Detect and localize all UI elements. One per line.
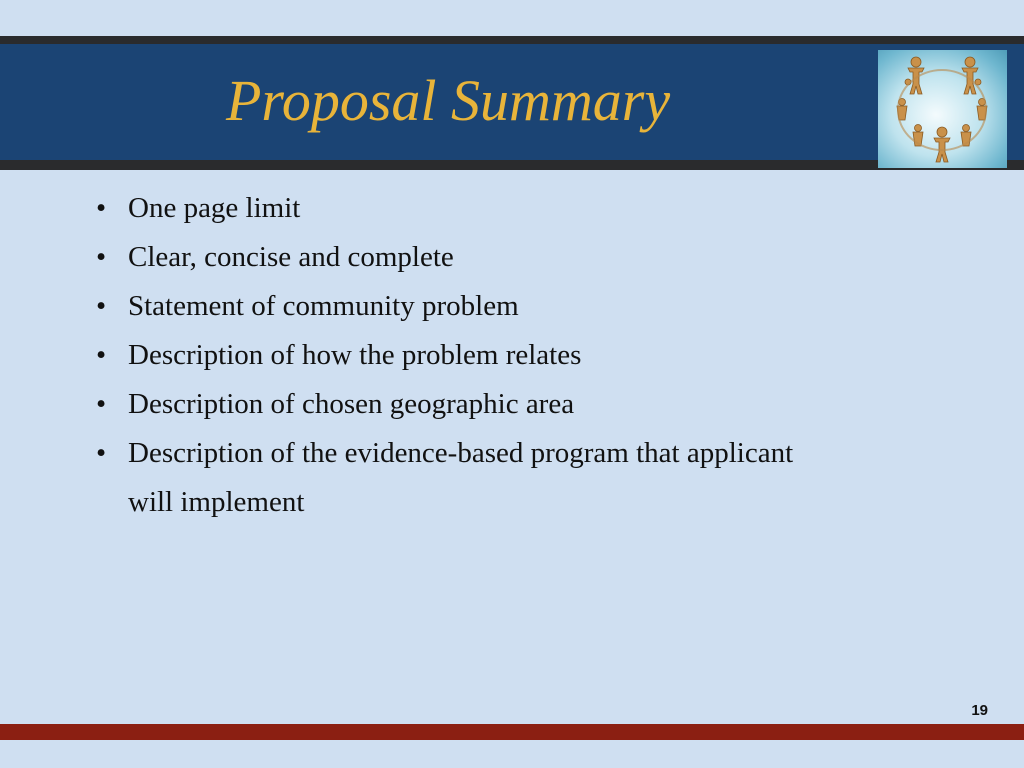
- bullet-text: Description of chosen geographic area: [128, 388, 575, 420]
- bullet-text: One page limit: [128, 192, 301, 224]
- paper-people-circle-icon: [878, 50, 1007, 168]
- page-number: 19: [971, 702, 988, 719]
- list-item: [96, 282, 816, 331]
- bullet-text: Statement of community problem: [128, 290, 519, 322]
- bullet-marker: •: [96, 290, 107, 322]
- bullet-list: [96, 184, 816, 527]
- bullet-marker: •: [96, 388, 107, 420]
- list-item: [96, 380, 816, 429]
- list-item: [96, 233, 816, 282]
- paper-people-graphic: [878, 50, 1007, 168]
- bullet-text: Description of how the problem relates: [128, 339, 582, 371]
- list-item: [96, 429, 816, 527]
- bullet-text: Clear, concise and complete: [128, 241, 454, 273]
- list-item: [96, 184, 816, 233]
- slide-title: Proposal Summary: [226, 68, 671, 133]
- bullet-text: Description of the evidence-based program that applicant will implement: [128, 437, 794, 518]
- title-band: [0, 36, 1024, 170]
- bullet-marker: •: [96, 241, 107, 273]
- list-item: [96, 331, 816, 380]
- bullet-marker: •: [96, 192, 107, 224]
- bullet-marker: •: [96, 437, 107, 469]
- bullet-marker: •: [96, 339, 107, 371]
- bottom-bar: [0, 724, 1024, 740]
